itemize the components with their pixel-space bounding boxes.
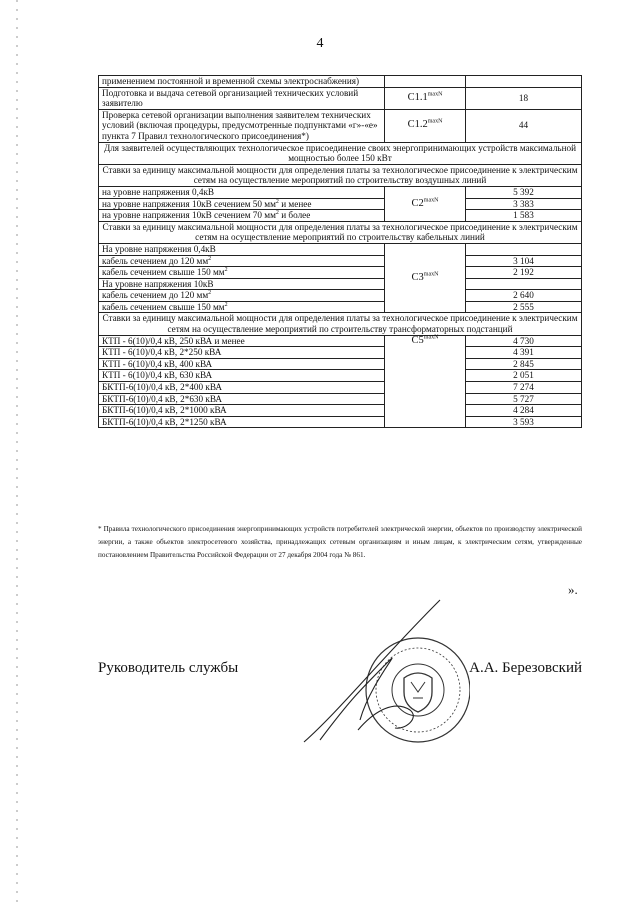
row-label: применением постоянной и временной схемы электроснабжения) [99,76,385,88]
row-label: Подготовка и выдача сетевой организацией технических условий заявителю [99,87,385,109]
rate-code-c2: $C2^{maxN}$ [385,186,466,221]
row-label: На уровне напряжения 0,4кВ [99,243,385,255]
rate-value: 2 845 [466,358,582,370]
signature-block [98,660,582,680]
section-heading-row [99,313,582,335]
rate-value: 4 391 [466,347,582,359]
row-label: КТП - 6(10)/0,4 кВ, 2*250 кВА [99,347,385,359]
rate-value: 3 593 [466,416,582,428]
section-heading-over-150kw: Для заявителей осуществляющих технологическое присоединение своих энергопринимающих устройств максимальной мощностью более 150 кВт [99,142,582,164]
row-label: БКТП-6(10)/0,4 кВ, 2*1250 кВА [99,416,385,428]
rate-code [385,76,466,88]
tariff-table [98,75,582,428]
rate-code-c3: $C3^{maxN}$ [385,243,466,313]
rate-value: 3 383 [466,198,582,210]
rate-code: $C1.2^{maxN}$ [385,109,466,142]
closing-quote: ». [568,582,578,597]
rate-value: 5 392 [466,186,582,198]
row-label: КТП - 6(10)/0,4 кВ, 630 кВА [99,370,385,382]
table-row [99,301,582,313]
row-label: кабель сечением свыше 150 $мм^2$ [99,301,385,313]
table-row [99,382,582,394]
section-heading-row [99,142,582,164]
section-heading-c5: Ставки за единицу максимальной мощности для определения платы за технологическое присоединение к электрическим сетям на осуществление мероприятий по строительству трансформаторных подстанций [99,313,582,335]
page-number: 4 [316,36,324,51]
rate-value: 4 730 [466,335,582,347]
row-label: На уровне напряжения 10кВ [99,278,385,290]
section-heading-row [99,221,582,243]
table-row [99,405,582,417]
table-row [99,243,582,255]
rate-value: 44 [466,109,582,142]
table-row [99,347,582,359]
table-row [99,210,582,222]
table-row [99,393,582,405]
rate-value: 3 104 [466,255,582,267]
official-seal-icon [366,638,470,742]
section-heading-row [99,164,582,186]
row-label: на уровне напряжения 10кВ сечением 70 $мм^2$ и более [99,210,385,222]
rate-value: 4 284 [466,405,582,417]
row-label: КТП - 6(10)/0,4 кВ, 400 кВА [99,358,385,370]
rate-value: 1 583 [466,210,582,222]
rate-value [466,243,582,255]
row-label: КТП - 6(10)/0,4 кВ, 250 кВА и менее [99,335,385,347]
row-label: БКТП-6(10)/0,4 кВ, 2*400 кВА [99,382,385,394]
rate-code: $C1.1^{maxN}$ [385,87,466,109]
rate-code-c5: $C5^{maxN}$ [385,335,466,428]
binding-edge-marks [16,0,18,905]
rate-value [466,76,582,88]
table-row [99,198,582,210]
rate-value [466,278,582,290]
footnote: * Правила технологического присоединения энергопринимающих устройств потребителей электрической энергии, объектов по производству электрической энергии, а также объектов электросетевого хозяйства, принадлежащих сетевым организациям и иным лицам, к электрическим сетям, утвержденные постановлением Правительства Российской Федерации от 27 декабря 2004 года № 861. [98,525,582,559]
section-heading-c2: Ставки за единицу максимальной мощности для определения платы за технологическое присоединение к электрическим сетям на осуществление мероприятий по строительству воздушных линий [99,164,582,186]
signatory-name: А.А. Березовский [469,660,582,676]
rate-value: 2 192 [466,267,582,279]
rate-value: 5 727 [466,393,582,405]
table-row [99,76,582,88]
row-label: БКТП-6(10)/0,4 кВ, 2*1000 кВА [99,405,385,417]
table-row [99,109,582,142]
rate-value: 2 051 [466,370,582,382]
rate-value: 2 640 [466,290,582,302]
table-row [99,267,582,279]
table-row [99,335,582,347]
row-label: кабель сечением свыше 150 $мм^2$ [99,267,385,279]
rate-value: 18 [466,87,582,109]
table-row [99,186,582,198]
row-label: БКТП-6(10)/0,4 кВ, 2*630 кВА [99,393,385,405]
table-row [99,416,582,428]
table-row [99,255,582,267]
row-label: кабель сечением до 120 $мм^2$ [99,255,385,267]
table-row [99,370,582,382]
row-label: на уровне напряжения 0,4кВ [99,186,385,198]
table-row [99,87,582,109]
section-heading-c3: Ставки за единицу максимальной мощности для определения платы за технологическое присоединение к электрическим сетям на осуществление мероприятий по строительству кабельных линий [99,221,582,243]
signatory-title: Руководитель службы [98,660,239,676]
table-row [99,290,582,302]
table-row [99,358,582,370]
table-row [99,278,582,290]
row-label: на уровне напряжения 10кВ сечением 50 $мм^2$ и менее [99,198,385,210]
row-label: Проверка сетевой организации выполнения заявителем технических условий (включая процедуры, предусмотренные подпунктами «г»-«е» пункта 7 Правил технологического присоединения*) [99,109,385,142]
rate-value: 7 274 [466,382,582,394]
rate-value: 2 555 [466,301,582,313]
row-label: кабель сечением до 120 $мм^2$ [99,290,385,302]
